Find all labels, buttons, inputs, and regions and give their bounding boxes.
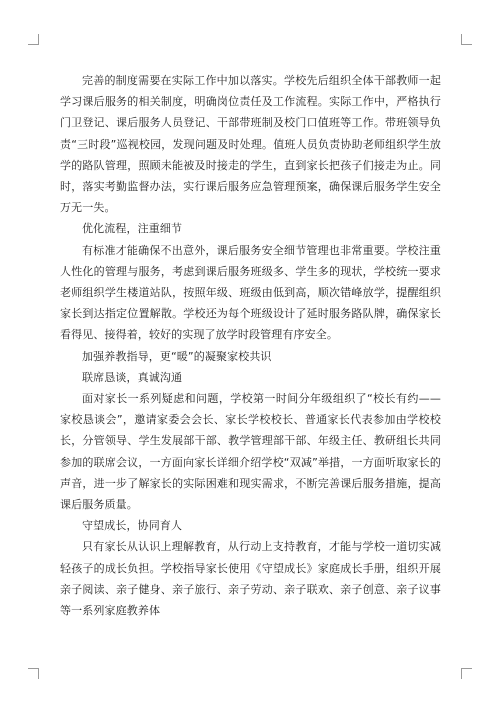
paragraph-parent-meeting: 面对家长一系列疑虑和问题，学校第一时间分年级组织了“校长有约——家校恳谈会”，邀请家委会会长、家长学校校长、普通家长代表参加由学校校长，分管领导、学生发展部干部、教学管理部干部、年级主任、教研组长共同参加的联席会议，一方面向家长详细介绍学校“双减”举措，一方面听取家长的声音，进一步了解家长的实际困难和现实需求，不断完善课后服务措施，提高课后服务质量。 bbox=[60, 392, 441, 512]
page-corner-mark-top-right bbox=[461, 34, 472, 45]
page-corner-mark-bottom-left bbox=[28, 668, 39, 679]
subheading-optimize-process: 优化流程，注重细节 bbox=[82, 222, 183, 236]
document-body bbox=[60, 70, 441, 621]
paragraph-system-implementation: 完善的制度需要在实际工作中加以落实。学校先后组织全体干部教师一起学习课后服务的相关制度，明确岗位责任及工作流程。实际工作中，严格执行门卫登记、课后服务人员登记、干部带班制及校门口值班等工作。带班领导负责“三时段”巡视校园，发现问题及时处理。值班人员负责协助老师组织学生放学的路队管理，照顾未能被及时接走的学生，直到家长把孩子们接走为止。同时，落实考勤监督办法，实行课后服务应急管理预案，确保课后服务学生安全万无一失。 bbox=[60, 74, 441, 215]
page-corner-mark-bottom-right bbox=[461, 668, 472, 679]
subheading-joint-talks: 联席恳谈，真诚沟通 bbox=[82, 370, 183, 384]
paragraph-safety-details: 有标准才能确保不出意外，课后服务安全细节管理也非常重要。学校注重人性化的管理与服务，考虑到课后服务班级多、学生多的现状，学校统一要求老师组织学生楼道站队，按照年级、班级由低到高，顺次错峰放学，提醒组织家长到达指定位置解散。学校还为每个班级设计了延时服务路队牌，确保家长看得见、接得着，较好的实现了放学时段管理有序安全。 bbox=[60, 243, 441, 342]
subheading-collaborative-education: 守望成长，协同育人 bbox=[82, 519, 183, 533]
section-heading-parenting-guidance: 加强养教指导，更“暖”的凝聚家校共识 bbox=[82, 349, 272, 363]
page-corner-mark-top-left bbox=[28, 34, 39, 45]
paragraph-family-activities: 只有家长从认识上理解教育，从行动上支持教育，才能与学校一道切实减轻孩子的成长负担。学校指导家长使用《守望成长》家庭成长手册，组织开展亲子阅读、亲子健身、亲子旅行、亲子劳动、亲子联欢、亲子创意、亲子议事等一系列家庭教养体 bbox=[60, 540, 441, 618]
